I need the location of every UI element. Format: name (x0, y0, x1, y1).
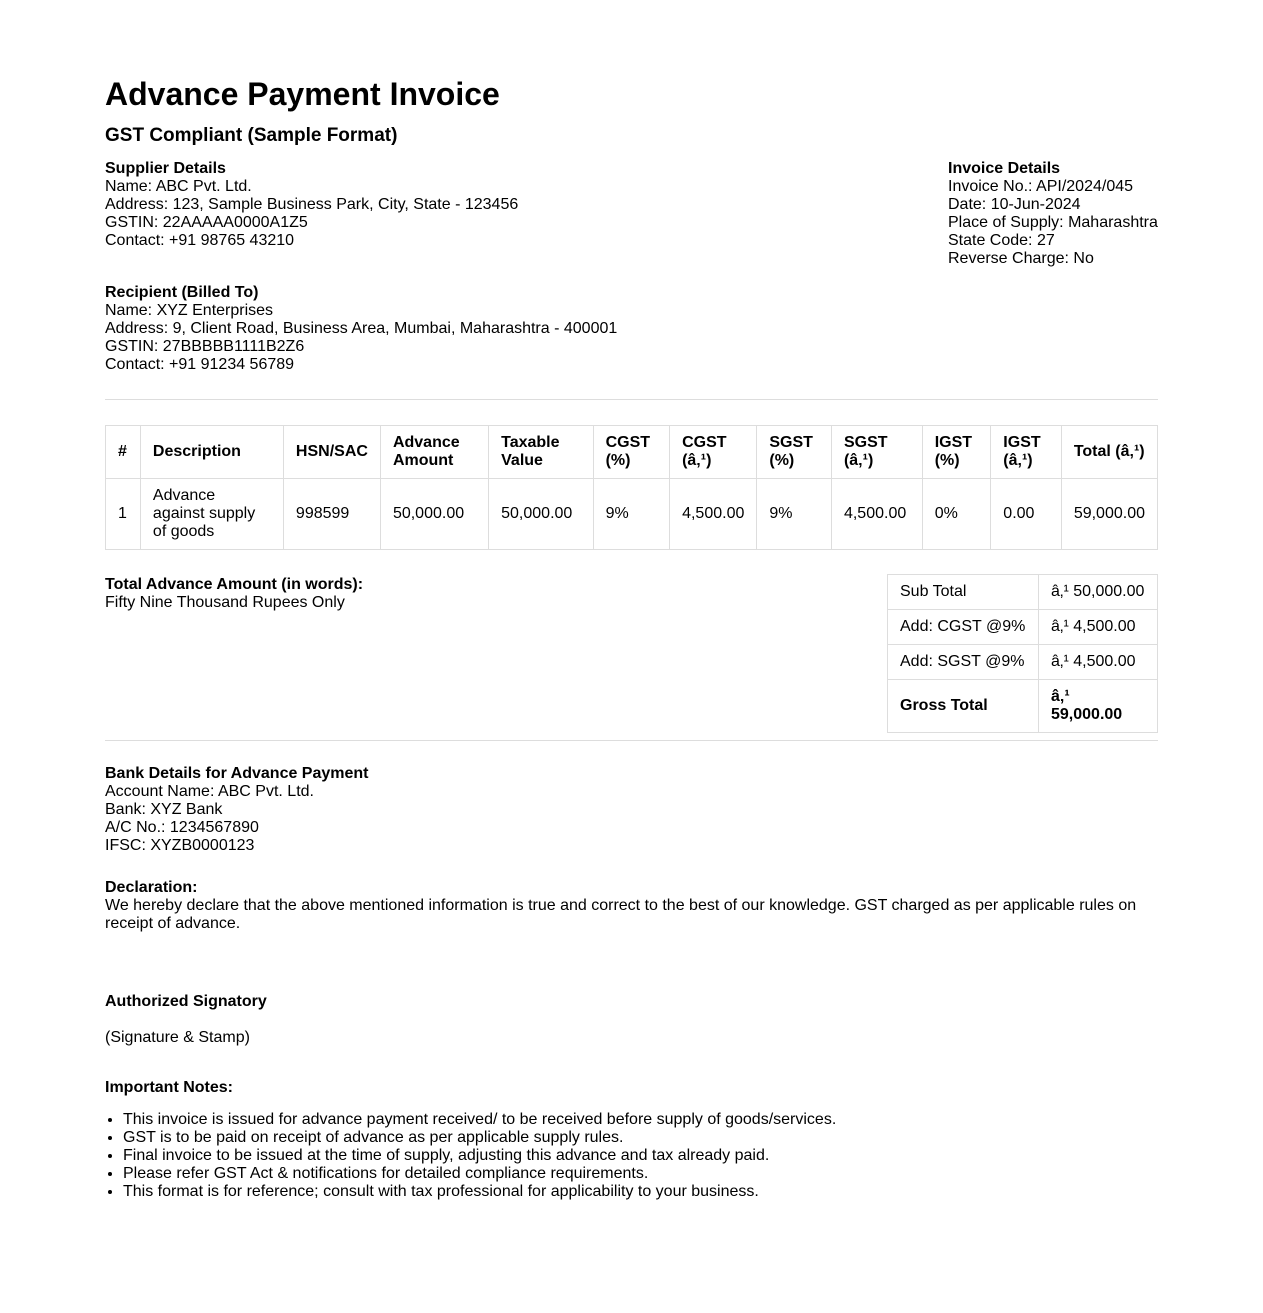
invoice-heading: Invoice Details (948, 160, 1061, 177)
invoice-number: Invoice No.: API/2024/045 (948, 178, 1134, 195)
col-total: Total (â‚¹) (1061, 426, 1157, 479)
bank-account-name: Account Name: ABC Pvt. Ltd. (105, 783, 314, 800)
bank-details (105, 765, 1158, 855)
gross-total-label: Gross Total (888, 680, 1039, 733)
recipient-heading: Recipient (Billed To) (105, 284, 259, 301)
cell-igst-pct: 0% (922, 479, 991, 550)
party-details (105, 160, 1158, 268)
recipient-name: Name: XYZ Enterprises (105, 302, 274, 319)
notes-list (105, 1111, 1158, 1201)
summary-section (105, 574, 1158, 723)
supplier-name: Name: ABC Pvt. Ltd. (105, 178, 252, 195)
recipient-address: Address: 9, Client Road, Business Area, Mumbai, Maharashtra - 400001 (105, 320, 618, 337)
list-item: • This invoice is issued for advance payment received/ to be received before supply of goods/services. (123, 1111, 1158, 1129)
supplier-contact: Contact: +91 98765 43210 (105, 232, 295, 249)
declaration-heading: Declaration: (105, 879, 198, 896)
bank-account-no: A/C No.: 1234567890 (105, 819, 259, 836)
list-item: • This format is for reference; consult with tax professional for applicability to your business. (123, 1183, 1158, 1201)
bank-ifsc: IFSC: XYZB0000123 (105, 837, 255, 854)
supplier-address: Address: 123, Sample Business Park, City, State - 123456 (105, 196, 519, 213)
invoice-date: Date: 10-Jun-2024 (948, 196, 1081, 213)
declaration (105, 879, 1158, 933)
totals-table (887, 574, 1158, 733)
invoice-place-of-supply: Place of Supply: Maharashtra (948, 214, 1158, 231)
invoice-reverse-charge: Reverse Charge: No (948, 250, 1094, 267)
signatory-note: (Signature & Stamp) (105, 1029, 250, 1046)
supplier-gstin: GSTIN: 22AAAAA0000A1Z5 (105, 214, 308, 231)
bank-heading: Bank Details for Advance Payment (105, 765, 369, 782)
cell-advance-amount: 50,000.00 (380, 479, 488, 550)
totals-value: â‚¹ 4,500.00 (1039, 645, 1158, 680)
divider (105, 740, 1158, 741)
totals-value: â‚¹ 4,500.00 (1039, 610, 1158, 645)
totals-label: Add: SGST @9% (888, 645, 1039, 680)
supplier-heading: Supplier Details (105, 160, 226, 177)
col-hsn: HSN/SAC (283, 426, 380, 479)
cell-total: 59,000.00 (1061, 479, 1157, 550)
col-igst-amt: IGST (â‚¹) (991, 426, 1062, 479)
cell-taxable-value: 50,000.00 (489, 479, 593, 550)
cell-cgst-pct: 9% (593, 479, 670, 550)
amount-in-words-value: Fifty Nine Thousand Rupees Only (105, 594, 345, 611)
list-item: • Final invoice to be issued at the time of supply, adjusting this advance and tax already paid. (123, 1147, 1158, 1165)
amount-in-words-heading: Total Advance Amount (in words): (105, 576, 364, 593)
cell-num: 1 (106, 479, 141, 550)
col-taxable-value: Taxable Value (489, 426, 593, 479)
cell-igst-amt: 0.00 (991, 479, 1062, 550)
gross-total-value: â‚¹ 59,000.00 (1039, 680, 1158, 733)
totals-row-sgst (888, 645, 1158, 680)
invoice-details (948, 160, 1158, 268)
col-advance-amount: Advance Amount (380, 426, 488, 479)
page-subtitle: GST Compliant (Sample Format) (105, 125, 398, 146)
totals-row-cgst (888, 610, 1158, 645)
signatory (105, 993, 1158, 1047)
recipient-gstin: GSTIN: 27BBBBB1111B2Z6 (105, 338, 305, 355)
important-notes (105, 1079, 1158, 1201)
cell-description: Advance against supply of goods (140, 479, 283, 550)
col-sgst-amt: SGST (â‚¹) (831, 426, 922, 479)
totals-value: â‚¹ 50,000.00 (1039, 575, 1158, 610)
totals-label: Add: CGST @9% (888, 610, 1039, 645)
col-description: Description (140, 426, 283, 479)
items-header-row (106, 426, 1158, 479)
notes-heading: Important Notes: (105, 1079, 233, 1096)
col-cgst-pct: CGST (%) (593, 426, 670, 479)
totals-row-gross (888, 680, 1158, 733)
divider (105, 399, 1158, 400)
list-item: • GST is to be paid on receipt of advance as per applicable supply rules. (123, 1129, 1158, 1147)
recipient-details (105, 284, 1158, 374)
table-row (106, 479, 1158, 550)
col-cgst-amt: CGST (â‚¹) (670, 426, 757, 479)
cell-sgst-amt: 4,500.00 (831, 479, 922, 550)
supplier-details (105, 160, 518, 250)
declaration-text: We hereby declare that the above mentioned information is true and correct to the best of our knowledge. GST charged as per applicable rules on receipt of advance. (105, 897, 1137, 932)
invoice-page (105, 74, 1158, 1201)
cell-sgst-pct: 9% (757, 479, 832, 550)
page-title: Advance Payment Invoice (105, 76, 500, 112)
bank-name: Bank: XYZ Bank (105, 801, 223, 818)
items-table (105, 425, 1158, 550)
col-igst-pct: IGST (%) (922, 426, 991, 479)
totals-label: Sub Total (888, 575, 1039, 610)
col-sgst-pct: SGST (%) (757, 426, 832, 479)
invoice-state-code: State Code: 27 (948, 232, 1055, 249)
amount-in-words (105, 576, 363, 612)
cell-hsn: 998599 (283, 479, 380, 550)
recipient-contact: Contact: +91 91234 56789 (105, 356, 295, 373)
cell-cgst-amt: 4,500.00 (670, 479, 757, 550)
totals-row-subtotal (888, 575, 1158, 610)
list-item: • Please refer GST Act & notifications for detailed compliance requirements. (123, 1165, 1158, 1183)
signatory-heading: Authorized Signatory (105, 993, 267, 1010)
col-num: # (106, 426, 141, 479)
